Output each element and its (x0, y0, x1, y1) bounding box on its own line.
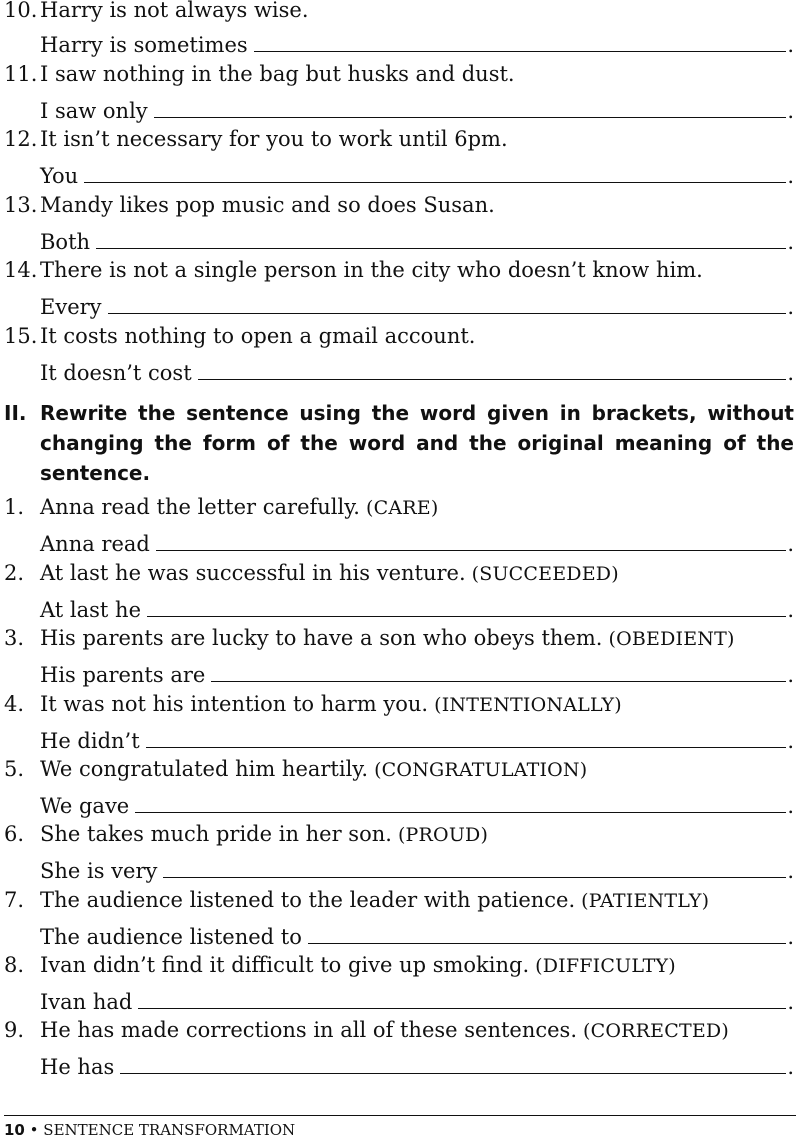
question-sentence: It was not his intention to harm you. (40, 692, 429, 716)
keyword-hint: (INTENTIONALLY) (434, 694, 622, 716)
answer-blank[interactable] (147, 596, 786, 617)
answer-blank[interactable] (308, 923, 786, 944)
period: . (787, 361, 794, 385)
answer-stem: I saw only (40, 99, 148, 123)
question-sentence: Ivan didn’t find it difficult to give up smoking. (40, 953, 530, 977)
question-sentence: The audience listened to the leader with patience. (40, 888, 576, 912)
period: . (787, 532, 794, 556)
question-number: 10. (4, 0, 38, 22)
answer-stem: His parents are (40, 663, 206, 687)
answer-stem: Every (40, 295, 102, 319)
period: . (787, 859, 794, 883)
keyword-hint: (OBEDIENT) (608, 628, 735, 650)
answer-blank[interactable] (154, 97, 787, 118)
answer-blank[interactable] (108, 293, 787, 314)
keyword-hint: (SUCCEEDED) (471, 563, 619, 585)
question-number: 8. (4, 953, 25, 977)
question-sentence: Mandy likes pop music and so does Susan. (40, 193, 495, 217)
answer-stem: He has (40, 1055, 115, 1079)
question-number: 9. (4, 1018, 25, 1042)
question-number: 1. (4, 495, 25, 519)
period: . (787, 33, 794, 57)
answer-blank[interactable] (96, 228, 786, 249)
question-sentence: She takes much pride in her son. (40, 822, 392, 846)
section-2-heading (4, 398, 794, 490)
answer-stem: Both (40, 230, 91, 254)
question-sentence: At last he was successful in his venture. (40, 561, 466, 585)
keyword-hint: (DIFFICULTY) (535, 955, 676, 977)
period: . (787, 598, 794, 622)
keyword-hint: (CONGRATULATION) (374, 759, 588, 781)
question-sentence: Harry is not always wise. (40, 0, 309, 22)
footer-bullet: • (29, 1121, 39, 1139)
period: . (787, 663, 794, 687)
question-sentence: His parents are lucky to have a son who obeys them. (40, 626, 603, 650)
keyword-hint: (PATIENTLY) (581, 890, 710, 912)
period: . (787, 925, 794, 949)
answer-stem: She is very (40, 859, 158, 883)
answer-stem: It doesn’t cost (40, 361, 192, 385)
period: . (787, 1055, 794, 1079)
period: . (787, 230, 794, 254)
question-number: 4. (4, 692, 25, 716)
question-number: 14. (4, 258, 38, 282)
period: . (787, 729, 794, 753)
answer-blank[interactable] (163, 857, 786, 878)
answer-stem: We gave (40, 794, 130, 818)
answer-stem: You (40, 164, 79, 188)
answer-blank[interactable] (198, 359, 787, 380)
question-sentence: He has made corrections in all of these sentences. (40, 1018, 578, 1042)
section-instruction: Rewrite the sentence using the word given in brackets, without changing the form of the word and the original meaning of the sentence. (40, 401, 794, 485)
period: . (787, 99, 794, 123)
keyword-hint: (PROUD) (397, 824, 489, 846)
answer-blank[interactable] (120, 1053, 786, 1074)
period: . (787, 295, 794, 319)
question-number: 15. (4, 324, 38, 348)
page-number: 10 (4, 1121, 25, 1139)
period: . (787, 164, 794, 188)
question-number: 3. (4, 626, 25, 650)
answer-blank[interactable] (156, 530, 786, 551)
answer-stem: Ivan had (40, 990, 133, 1014)
question-sentence: We congratulated him heartily. (40, 757, 369, 781)
footer-section-title: SENTENCE TRANSFORMATION (43, 1121, 296, 1139)
question-number: 13. (4, 193, 38, 217)
question-sentence: It costs nothing to open a gmail account. (40, 324, 476, 348)
answer-blank[interactable] (254, 31, 787, 52)
question-sentence: It isn’t necessary for you to work until 6pm. (40, 127, 508, 151)
page-footer (4, 1121, 295, 1139)
question-number: 12. (4, 127, 38, 151)
question-sentence: Anna read the letter carefully. (40, 495, 360, 519)
question-number: 7. (4, 888, 25, 912)
question-number: 2. (4, 561, 25, 585)
keyword-hint: (CORRECTED) (583, 1020, 729, 1042)
answer-stem: Anna read (40, 532, 150, 556)
section-roman-numeral: II. (4, 401, 27, 425)
period: . (787, 794, 794, 818)
keyword-hint: (CARE) (365, 497, 439, 519)
answer-stem: Harry is sometimes (40, 33, 248, 57)
answer-stem: He didn’t (40, 729, 140, 753)
answer-blank[interactable] (138, 988, 786, 1009)
answer-blank[interactable] (146, 727, 787, 748)
period: . (787, 990, 794, 1014)
answer-blank[interactable] (211, 661, 786, 682)
question-sentence: There is not a single person in the city who doesn’t know him. (40, 258, 703, 282)
answer-stem: At last he (40, 598, 141, 622)
question-number: 5. (4, 757, 25, 781)
question-number: 11. (4, 62, 38, 86)
question-number: 6. (4, 822, 25, 846)
answer-blank[interactable] (135, 792, 786, 813)
question-sentence: I saw nothing in the bag but husks and dust. (40, 62, 515, 86)
footer-divider (4, 1115, 796, 1116)
answer-blank[interactable] (84, 162, 786, 183)
answer-stem: The audience listened to (40, 925, 302, 949)
